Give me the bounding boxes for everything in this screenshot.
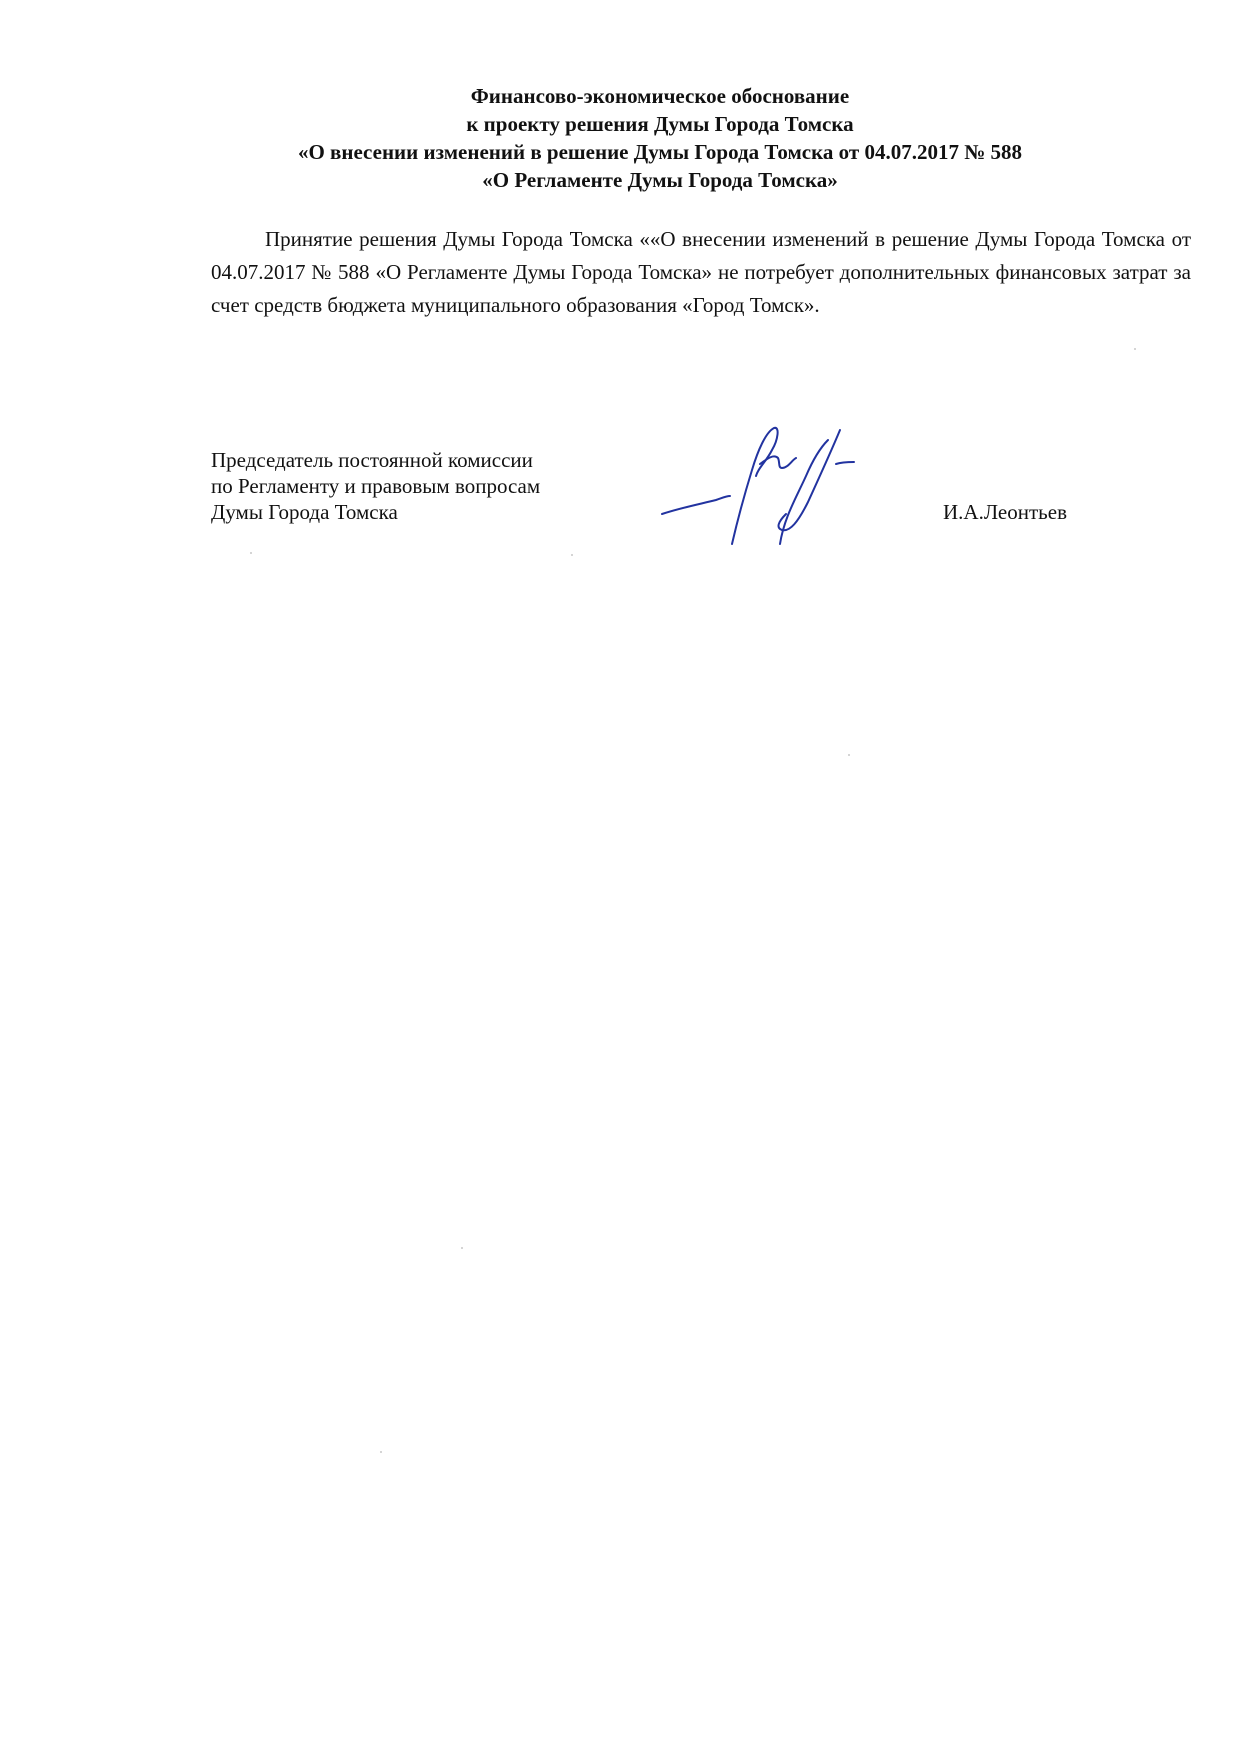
body-paragraph: Принятие решения Думы Города Томска ««О внесении изменений в решение Думы Города Томска от 04.07.2017 № 588 «О Регламенте Думы Города Томска» не потребует дополнительных финансовых затрат за счет средств бюджета муниципального образования «Город Томск». bbox=[211, 227, 1191, 317]
signer-position bbox=[211, 447, 540, 525]
title-line-2: к проекту решения Думы Города Томска bbox=[466, 112, 854, 136]
title-line-3: «О внесении изменений в решение Думы Города Томска от 04.07.2017 № 588 bbox=[297, 140, 1023, 164]
scan-speck bbox=[571, 554, 573, 556]
scan-speck bbox=[250, 552, 252, 554]
document-title bbox=[180, 82, 1140, 194]
scan-speck bbox=[1134, 348, 1136, 350]
position-line-3: Думы Города Томска bbox=[211, 500, 398, 524]
position-line-1: Председатель постоянной комиссии bbox=[211, 448, 533, 472]
position-line-2: по Регламенту и правовым вопросам bbox=[211, 474, 541, 498]
signature-stroke-dash bbox=[662, 496, 730, 514]
scan-speck bbox=[461, 1247, 463, 1249]
signer-name: И.А.Леонтьев bbox=[943, 500, 1067, 524]
scan-speck bbox=[380, 1451, 382, 1453]
signature-stroke-tick bbox=[836, 462, 854, 464]
signature-stroke-loop bbox=[732, 428, 778, 544]
title-line-4: «О Регламенте Думы Города Томска» bbox=[482, 168, 838, 192]
signature-strokes bbox=[662, 428, 854, 544]
handwritten-signature bbox=[660, 418, 910, 548]
scan-speck bbox=[848, 754, 850, 756]
title-line-1: Финансово-экономическое обоснование bbox=[470, 84, 850, 108]
